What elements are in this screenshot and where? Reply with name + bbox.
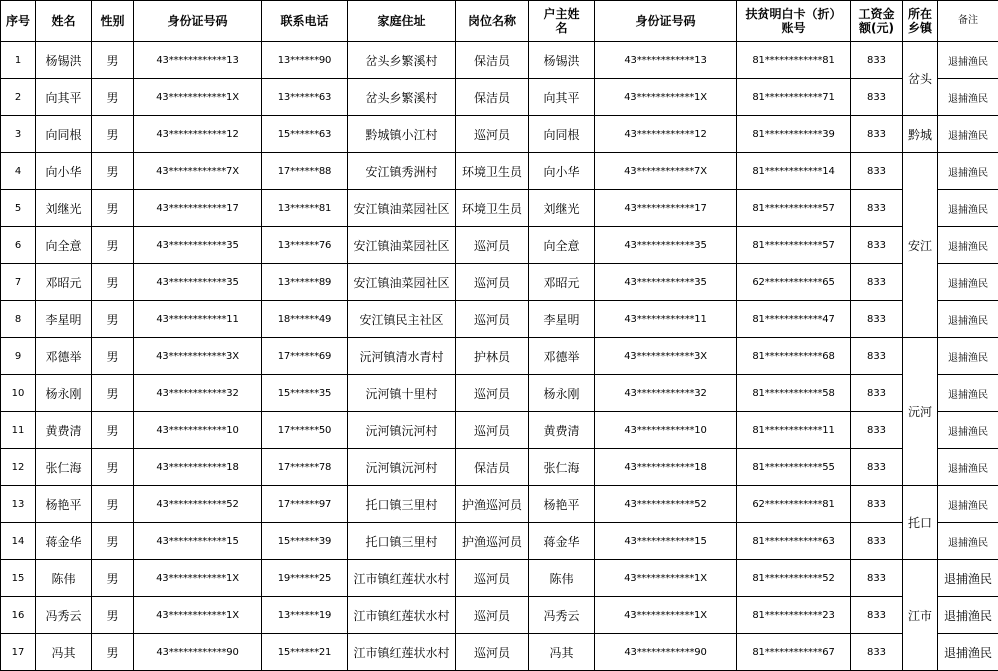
cell-wage: 833 <box>851 375 903 412</box>
cell-householder: 冯秀云 <box>529 597 595 634</box>
cell-seq: 9 <box>1 338 36 375</box>
cell-seq: 14 <box>1 523 36 560</box>
cell-name: 张仁海 <box>36 449 92 486</box>
cell-wage: 833 <box>851 338 903 375</box>
cell-address: 岔头乡繁溪村 <box>348 42 456 79</box>
table-row <box>1 412 998 449</box>
cell-gender: 男 <box>92 42 134 79</box>
col-name-header: 姓名 <box>36 1 92 42</box>
cell-gender: 男 <box>92 264 134 301</box>
cell-phone: 13******19 <box>262 597 348 634</box>
table-row <box>1 301 998 338</box>
table-row <box>1 338 998 375</box>
table-row <box>1 523 998 560</box>
cell-name: 杨艳平 <box>36 486 92 523</box>
cell-gender: 男 <box>92 116 134 153</box>
cell-householder: 邓德举 <box>529 338 595 375</box>
cell-householder: 杨艳平 <box>529 486 595 523</box>
cell-id-number: 43************1X <box>134 597 262 634</box>
col-id-header: 身份证号码 <box>134 1 262 42</box>
cell-account: 81************57 <box>737 227 851 264</box>
cell-householder: 张仁海 <box>529 449 595 486</box>
cell-account: 81************71 <box>737 79 851 116</box>
cell-id-number: 43************52 <box>134 486 262 523</box>
cell-account: 81************67 <box>737 634 851 671</box>
cell-phone: 18******49 <box>262 301 348 338</box>
cell-note: 退捕渔民 <box>938 264 998 301</box>
cell-name: 向同根 <box>36 116 92 153</box>
cell-note: 退捕渔民 <box>938 116 998 153</box>
cell-householder-id: 43************3X <box>595 338 737 375</box>
cell-gender: 男 <box>92 227 134 264</box>
cell-phone: 17******69 <box>262 338 348 375</box>
cell-name: 陈伟 <box>36 560 92 597</box>
cell-wage: 833 <box>851 486 903 523</box>
cell-householder-id: 43************11 <box>595 301 737 338</box>
cell-post: 护渔巡河员 <box>456 523 529 560</box>
cell-seq: 3 <box>1 116 36 153</box>
cell-account: 81************68 <box>737 338 851 375</box>
cell-wage: 833 <box>851 597 903 634</box>
table-row <box>1 375 998 412</box>
cell-gender: 男 <box>92 523 134 560</box>
cell-note: 退捕渔民 <box>938 486 998 523</box>
cell-householder-id: 43************32 <box>595 375 737 412</box>
cell-post: 巡河员 <box>456 375 529 412</box>
cell-account: 81************63 <box>737 523 851 560</box>
cell-name: 向全意 <box>36 227 92 264</box>
cell-post: 环境卫生员 <box>456 153 529 190</box>
cell-note: 退捕渔民 <box>938 449 998 486</box>
cell-post: 护林员 <box>456 338 529 375</box>
col-seq-header: 序号 <box>1 1 36 42</box>
cell-post: 巡河员 <box>456 634 529 671</box>
cell-id-number: 43************15 <box>134 523 262 560</box>
cell-address: 江市镇红莲状水村 <box>348 634 456 671</box>
cell-householder-id: 43************12 <box>595 116 737 153</box>
cell-id-number: 43************17 <box>134 190 262 227</box>
cell-seq: 8 <box>1 301 36 338</box>
cell-householder: 向小华 <box>529 153 595 190</box>
cell-householder: 邓昭元 <box>529 264 595 301</box>
cell-id-number: 43************18 <box>134 449 262 486</box>
cell-wage: 833 <box>851 79 903 116</box>
cell-town: 沅河 <box>903 338 938 486</box>
cell-account: 81************14 <box>737 153 851 190</box>
cell-address: 安江镇油菜园社区 <box>348 190 456 227</box>
cell-id-number: 43************3X <box>134 338 262 375</box>
cell-householder-id: 43************35 <box>595 227 737 264</box>
table-row <box>1 153 998 190</box>
cell-note: 退捕渔民 <box>938 634 998 671</box>
cell-note: 退捕渔民 <box>938 42 998 79</box>
cell-gender: 男 <box>92 301 134 338</box>
cell-account: 81************47 <box>737 301 851 338</box>
cell-phone: 15******35 <box>262 375 348 412</box>
cell-note: 退捕渔民 <box>938 523 998 560</box>
cell-account: 81************81 <box>737 42 851 79</box>
cell-address: 岔头乡繁溪村 <box>348 79 456 116</box>
cell-address: 安江镇秀洲村 <box>348 153 456 190</box>
cell-phone: 15******39 <box>262 523 348 560</box>
cell-householder: 向同根 <box>529 116 595 153</box>
cell-note: 退捕渔民 <box>938 375 998 412</box>
cell-account: 81************57 <box>737 190 851 227</box>
cell-householder-id: 43************52 <box>595 486 737 523</box>
cell-gender: 男 <box>92 597 134 634</box>
cell-householder-id: 43************7X <box>595 153 737 190</box>
table-row <box>1 560 998 597</box>
col-account-header: 扶贫明白卡（折）账号 <box>737 1 851 42</box>
cell-address: 托口镇三里村 <box>348 523 456 560</box>
cell-id-number: 43************32 <box>134 375 262 412</box>
cell-note: 退捕渔民 <box>938 227 998 264</box>
table-row <box>1 116 998 153</box>
cell-town: 托口 <box>903 486 938 560</box>
cell-gender: 男 <box>92 560 134 597</box>
cell-town: 安江 <box>903 153 938 338</box>
cell-account: 81************58 <box>737 375 851 412</box>
cell-gender: 男 <box>92 338 134 375</box>
cell-post: 巡河员 <box>456 227 529 264</box>
cell-note: 退捕渔民 <box>938 338 998 375</box>
cell-phone: 13******76 <box>262 227 348 264</box>
cell-post: 保洁员 <box>456 449 529 486</box>
cell-phone: 17******97 <box>262 486 348 523</box>
table-row <box>1 190 998 227</box>
cell-seq: 10 <box>1 375 36 412</box>
cell-wage: 833 <box>851 116 903 153</box>
table-row <box>1 634 998 671</box>
table-row <box>1 79 998 116</box>
cell-householder-id: 43************35 <box>595 264 737 301</box>
cell-id-number: 43************90 <box>134 634 262 671</box>
cell-householder: 杨锡洪 <box>529 42 595 79</box>
cell-seq: 2 <box>1 79 36 116</box>
cell-account: 81************11 <box>737 412 851 449</box>
col-householder-header: 户主姓名 <box>529 1 595 42</box>
cell-account: 81************55 <box>737 449 851 486</box>
cell-post: 环境卫生员 <box>456 190 529 227</box>
cell-seq: 13 <box>1 486 36 523</box>
col-wage-header: 工资金额(元) <box>851 1 903 42</box>
cell-seq: 17 <box>1 634 36 671</box>
cell-address: 黔城镇小江村 <box>348 116 456 153</box>
cell-seq: 4 <box>1 153 36 190</box>
table-body <box>1 42 998 671</box>
cell-wage: 833 <box>851 227 903 264</box>
cell-seq: 12 <box>1 449 36 486</box>
cell-phone: 15******63 <box>262 116 348 153</box>
table-row <box>1 42 998 79</box>
col-town-header: 所在乡镇 <box>903 1 938 42</box>
cell-wage: 833 <box>851 190 903 227</box>
cell-name: 李星明 <box>36 301 92 338</box>
cell-householder-id: 43************13 <box>595 42 737 79</box>
cell-wage: 833 <box>851 264 903 301</box>
cell-householder-id: 43************15 <box>595 523 737 560</box>
cell-phone: 17******78 <box>262 449 348 486</box>
cell-householder: 冯其 <box>529 634 595 671</box>
cell-address: 沅河镇沅河村 <box>348 412 456 449</box>
cell-name: 杨锡洪 <box>36 42 92 79</box>
cell-name: 冯其 <box>36 634 92 671</box>
cell-id-number: 43************1X <box>134 560 262 597</box>
cell-householder: 刘继光 <box>529 190 595 227</box>
cell-town: 岔头 <box>903 42 938 116</box>
cell-name: 邓昭元 <box>36 264 92 301</box>
cell-phone: 13******90 <box>262 42 348 79</box>
cell-gender: 男 <box>92 449 134 486</box>
table-row <box>1 449 998 486</box>
col-address-header: 家庭住址 <box>348 1 456 42</box>
table-row <box>1 264 998 301</box>
cell-name: 邓德举 <box>36 338 92 375</box>
cell-name: 杨永刚 <box>36 375 92 412</box>
cell-id-number: 43************12 <box>134 116 262 153</box>
cell-householder: 黄费清 <box>529 412 595 449</box>
cell-wage: 833 <box>851 42 903 79</box>
cell-householder-id: 43************1X <box>595 560 737 597</box>
cell-note: 退捕渔民 <box>938 190 998 227</box>
col-phone-header: 联系电话 <box>262 1 348 42</box>
cell-seq: 6 <box>1 227 36 264</box>
cell-householder: 陈伟 <box>529 560 595 597</box>
cell-householder-id: 43************17 <box>595 190 737 227</box>
cell-name: 冯秀云 <box>36 597 92 634</box>
cell-note: 退捕渔民 <box>938 79 998 116</box>
cell-wage: 833 <box>851 634 903 671</box>
cell-seq: 7 <box>1 264 36 301</box>
cell-address: 安江镇油菜园社区 <box>348 227 456 264</box>
cell-address: 安江镇油菜园社区 <box>348 264 456 301</box>
cell-phone: 13******81 <box>262 190 348 227</box>
cell-post: 护渔巡河员 <box>456 486 529 523</box>
cell-householder: 蒋金华 <box>529 523 595 560</box>
cell-address: 江市镇红莲状水村 <box>348 560 456 597</box>
cell-householder: 向全意 <box>529 227 595 264</box>
header-row <box>1 1 998 42</box>
cell-account: 81************52 <box>737 560 851 597</box>
cell-phone: 13******63 <box>262 79 348 116</box>
table-row <box>1 486 998 523</box>
cell-id-number: 43************10 <box>134 412 262 449</box>
cell-gender: 男 <box>92 412 134 449</box>
cell-note: 退捕渔民 <box>938 301 998 338</box>
table-row <box>1 227 998 264</box>
cell-id-number: 43************35 <box>134 227 262 264</box>
cell-seq: 11 <box>1 412 36 449</box>
cell-seq: 15 <box>1 560 36 597</box>
cell-name: 刘继光 <box>36 190 92 227</box>
col-gender-header: 性别 <box>92 1 134 42</box>
cell-gender: 男 <box>92 486 134 523</box>
cell-householder-id: 43************1X <box>595 79 737 116</box>
cell-note: 退捕渔民 <box>938 560 998 597</box>
cell-gender: 男 <box>92 79 134 116</box>
cell-phone: 17******50 <box>262 412 348 449</box>
cell-wage: 833 <box>851 301 903 338</box>
cell-phone: 15******21 <box>262 634 348 671</box>
cell-note: 退捕渔民 <box>938 153 998 190</box>
cell-wage: 833 <box>851 560 903 597</box>
cell-address: 沅河镇清水青村 <box>348 338 456 375</box>
cell-householder: 杨永刚 <box>529 375 595 412</box>
cell-post: 巡河员 <box>456 301 529 338</box>
cell-note: 退捕渔民 <box>938 597 998 634</box>
cell-householder: 李星明 <box>529 301 595 338</box>
cell-name: 向其平 <box>36 79 92 116</box>
cell-householder-id: 43************90 <box>595 634 737 671</box>
cell-seq: 16 <box>1 597 36 634</box>
col-note-header: 备注 <box>938 1 998 42</box>
cell-id-number: 43************1X <box>134 79 262 116</box>
cell-householder-id: 43************10 <box>595 412 737 449</box>
col-post-header: 岗位名称 <box>456 1 529 42</box>
cell-gender: 男 <box>92 634 134 671</box>
cell-town: 江市 <box>903 560 938 671</box>
cell-phone: 17******88 <box>262 153 348 190</box>
cell-wage: 833 <box>851 153 903 190</box>
cell-post: 巡河员 <box>456 412 529 449</box>
cell-wage: 833 <box>851 412 903 449</box>
cell-account: 81************23 <box>737 597 851 634</box>
cell-gender: 男 <box>92 153 134 190</box>
cell-seq: 1 <box>1 42 36 79</box>
cell-town: 黔城 <box>903 116 938 153</box>
cell-post: 保洁员 <box>456 79 529 116</box>
cell-post: 巡河员 <box>456 264 529 301</box>
cell-address: 托口镇三里村 <box>348 486 456 523</box>
cell-account: 62************65 <box>737 264 851 301</box>
cell-name: 蒋金华 <box>36 523 92 560</box>
cell-account: 62************81 <box>737 486 851 523</box>
cell-id-number: 43************13 <box>134 42 262 79</box>
col-householder-id-header: 身份证号码 <box>595 1 737 42</box>
cell-phone: 13******89 <box>262 264 348 301</box>
cell-account: 81************39 <box>737 116 851 153</box>
cell-post: 巡河员 <box>456 560 529 597</box>
cell-post: 巡河员 <box>456 597 529 634</box>
cell-address: 江市镇红莲状水村 <box>348 597 456 634</box>
cell-name: 向小华 <box>36 153 92 190</box>
cell-note: 退捕渔民 <box>938 412 998 449</box>
cell-gender: 男 <box>92 375 134 412</box>
cell-address: 沅河镇沅河村 <box>348 449 456 486</box>
cell-householder-id: 43************1X <box>595 597 737 634</box>
cell-phone: 19******25 <box>262 560 348 597</box>
cell-id-number: 43************11 <box>134 301 262 338</box>
table-row <box>1 597 998 634</box>
cell-gender: 男 <box>92 190 134 227</box>
cell-seq: 5 <box>1 190 36 227</box>
cell-wage: 833 <box>851 523 903 560</box>
cell-householder: 向其平 <box>529 79 595 116</box>
cell-name: 黄费清 <box>36 412 92 449</box>
cell-wage: 833 <box>851 449 903 486</box>
cell-householder-id: 43************18 <box>595 449 737 486</box>
cell-post: 巡河员 <box>456 116 529 153</box>
cell-id-number: 43************35 <box>134 264 262 301</box>
cell-address: 安江镇民主社区 <box>348 301 456 338</box>
cell-post: 保洁员 <box>456 42 529 79</box>
cell-id-number: 43************7X <box>134 153 262 190</box>
cell-address: 沅河镇十里村 <box>348 375 456 412</box>
